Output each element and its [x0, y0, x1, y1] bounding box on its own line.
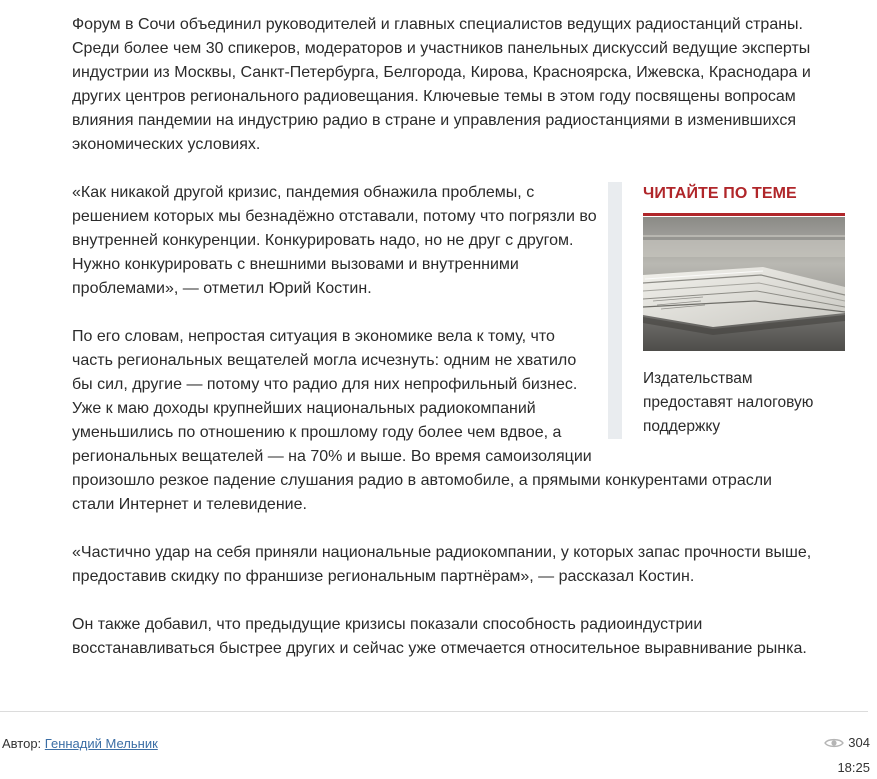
- related-heading: ЧИТАЙТЕ ПО ТЕМЕ: [643, 185, 797, 202]
- related-article-link[interactable]: Издательствам предоставят налоговую поддержку: [643, 370, 814, 435]
- related-article-sidebar: [608, 182, 845, 439]
- newspapers-photo[interactable]: [643, 217, 845, 351]
- sidebar-accent-bar: [608, 182, 622, 439]
- article-paragraph: Он также добавил, что предыдущие кризисы показали способность радиоиндустрии восстанавливаться быстрее других и сейчас уже отмечается относительное выравнивание рынка.: [72, 616, 807, 657]
- article-paragraph: По его словам, непростая ситуация в экономике вела к тому, что часть региональных вещателей могла исчезнуть: одним не хватило бы сил, другие — потому что радио для них непрофильный бизнес. Уже к маю доходы крупнейших национальных радиокомпаний уменьшились по отношению к прошлому году более чем вдвое, а региональных вещателей — на 70% и выше. Во время самоизоляции: [72, 328, 592, 465]
- author-link[interactable]: Геннадий Мельник: [44, 736, 158, 751]
- article-quote: «Как никакой другой кризис, пандемия обнажила проблемы, с решением которых мы безнадёжно отставали, потому что погрязли во внутренней конкуренции. Конкурировать надо, но не друг с другом. Нужно конкурировать с внешними вызовами и внутренними проблемами», — отметил Юрий Костин.: [72, 184, 597, 297]
- footer-divider: [0, 711, 868, 712]
- views-counter: [824, 735, 870, 750]
- article-paragraph-continued: произошло резкое падение слушания радио в автомобиле, а прямыми конкурентами отрасли стали Интернет и телевидение.: [72, 472, 772, 513]
- author-label: Автор:: [2, 736, 42, 751]
- views-count: 304: [848, 735, 870, 750]
- related-heading-underline: [643, 213, 845, 216]
- article-quote: «Частично удар на себя приняли национальные радиокомпании, у которых запас прочности выше, предоставив скидку по франшизе региональным партнёрам», — рассказал Костин.: [72, 544, 812, 585]
- publish-time: 18:25: [837, 760, 870, 775]
- eye-icon: [824, 737, 844, 749]
- article-paragraph: Форум в Сочи объединил руководителей и главных специалистов ведущих радиостанций страны. Среди более чем 30 спикеров, модераторов и участников панельных дискуссий ведущие эксперты индустрии из Москвы, Санкт-Петербурга, Белгорода, Кирова, Красноярска, Ижевска, Краснодара и других центров регионального радиовещания. Ключевые темы в этом году посвящены вопросам влияния пандемии на индустрию радио в стране и управления радиостанциями в изменившихся экономических условиях.: [72, 16, 811, 153]
- author-line: [2, 736, 158, 751]
